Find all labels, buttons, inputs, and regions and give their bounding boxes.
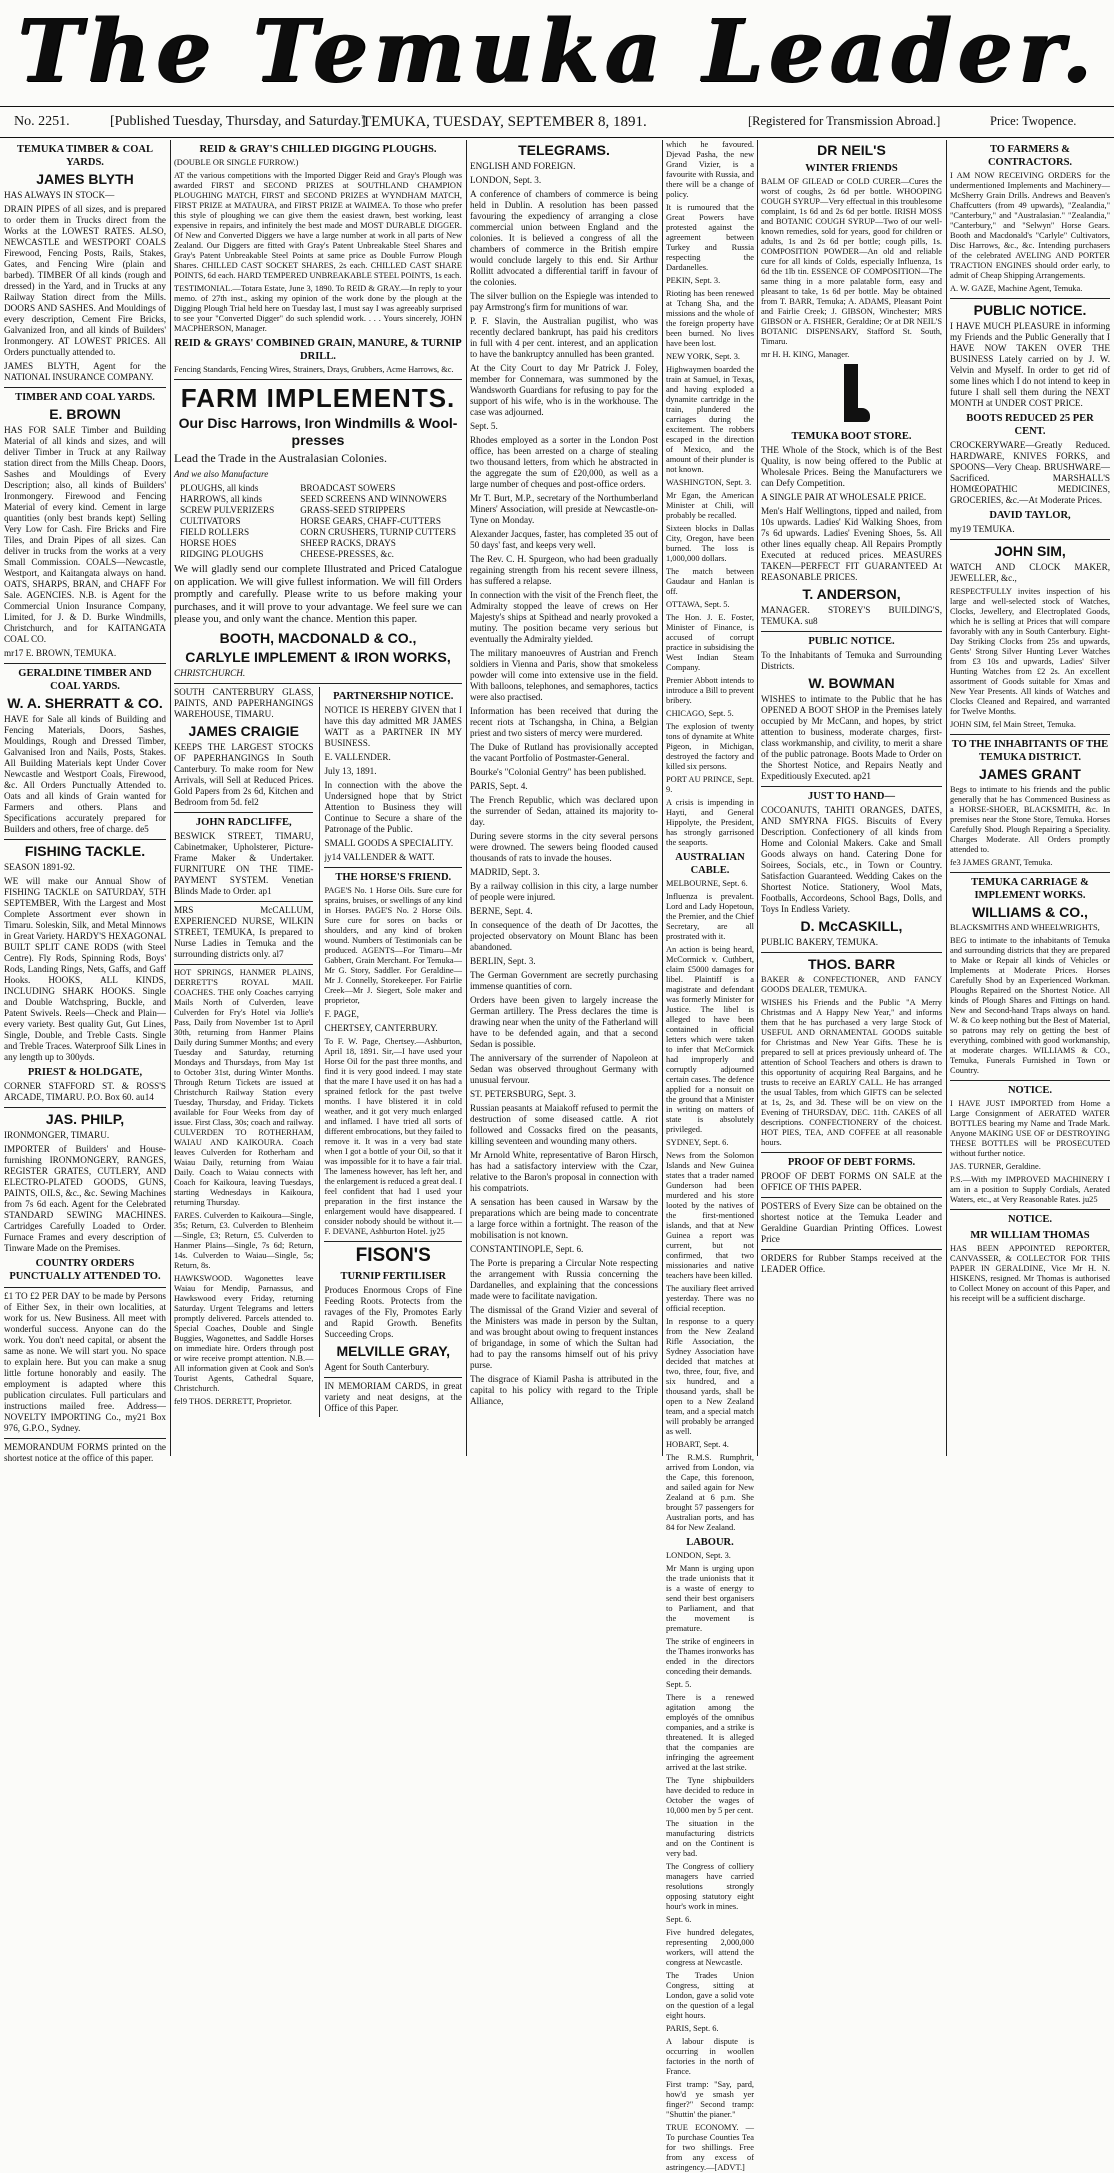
column-4 xyxy=(666,140,754,2172)
column-separator xyxy=(757,140,758,1456)
dateline-rule xyxy=(0,137,1114,138)
fisons-heading: FISON'S xyxy=(355,1244,431,1266)
divider xyxy=(761,952,942,953)
news-paragraph: The Porte is preparing a Circular Note respecting the arrangement with Russia concerning the Dardanelles, and explaining that the concessions made were to facilitate navigation. xyxy=(470,1258,658,1301)
grant-name: JAMES GRANT xyxy=(979,766,1081,782)
column-separator xyxy=(466,140,467,1456)
booth-subheading: CARLYLE IMPLEMENT & IRON WORKS, xyxy=(185,648,451,665)
news-paragraph: A labour dispute is occurring in woollen factories in the north of France. xyxy=(666,2037,754,2076)
dateline xyxy=(0,110,1114,136)
boot-icon xyxy=(836,364,868,426)
farm-item: SEED SCREENS AND WINNOWERS xyxy=(300,494,447,504)
dateline-place: LONDON, Sept. 3. xyxy=(666,1551,731,1560)
labour-heading: LABOUR. xyxy=(686,1537,734,1548)
sim-subheading: WATCH AND CLOCK MAKER, JEWELLER, &c., xyxy=(950,562,1110,583)
news-paragraph: The strike of engineers in the Thames ironworks has ended in the directors conceding their demands. xyxy=(666,1637,754,1676)
reid-subheading: (DOUBLE OR SINGLE FURROW.) xyxy=(174,158,299,167)
fishing-heading: FISHING TACKLE. xyxy=(24,843,146,859)
memorandum-body: MEMORANDUM FORMS printed on the shortest notice at the office of this paper. xyxy=(4,1442,166,1463)
dateline-place: PORT AU PRINCE, Sept. 9. xyxy=(666,775,754,794)
divider xyxy=(174,379,462,380)
brown-name: E. BROWN xyxy=(49,406,121,422)
divider xyxy=(4,663,166,664)
farm-item: HORSE GEARS, CHAFF-CUTTERS xyxy=(300,516,441,526)
dateline-place: Sept. 6. xyxy=(666,1915,692,1924)
notice-body: I HAVE JUST IMPORTED from Home a Large Consignment of AERATED WATER BOTTLES bearing my Name and Trade Mark. Anyone MAKING USE OF or DESTROYING THESE BOTTLES will be PROSECUTED without further notice. xyxy=(950,1099,1110,1158)
dateline-place: ST. PETERSBURG, Sept. 3. xyxy=(470,1089,576,1099)
farm-lead: Lead the Trade in the Australasian Colonies. xyxy=(174,451,387,465)
anderson-heading: T. ANDERSON, xyxy=(802,586,901,602)
column-2-lower xyxy=(174,687,462,1417)
just-to-hand-heading: JUST TO HAND— xyxy=(808,791,895,802)
farm-also: And we also Manufacture xyxy=(174,469,269,479)
column-6 xyxy=(950,140,1110,1456)
news-paragraph: The anniversary of the surrender of Napoleon at Sedan was observed throughout Germany with unusual fervour. xyxy=(470,1053,658,1085)
news-paragraph: The Hon. J. E. Foster, Minister of Finance, is accused of corrupt practice in subsidising the West Indian Steam Company. xyxy=(666,613,754,672)
true-economy-note: TRUE ECONOMY. — To purchase Counties Tea for two shillings. Free from any excess of astringency.—[ADVT.] xyxy=(666,2123,754,2172)
news-paragraph: The Duke of Rutland has provisionally accepted the vacant Portfolio of Postmaster-General. xyxy=(470,742,658,763)
divider xyxy=(4,1438,166,1439)
news-paragraph: Five hundred delegates, representing 2,000,000 workers, will attend the congress at Newcastle. xyxy=(666,1928,754,1967)
divider xyxy=(761,1249,942,1250)
public-notice-body: I HAVE MUCH PLEASURE in informing my Friends and the Public Generally that I HAVE NOW TAKEN OVER THE BUSINESS Lately carried on by J. W. Velvin and Myself. In order to get rid of some lines which I do not intend to keep in future I shall sell them during the NEXT MONTH at UNDER COST PRICE. xyxy=(950,321,1110,408)
dateline-place: MELBOURNE, Sept. 6. xyxy=(666,879,748,888)
notice-postscript: P.S.—With my IMPROVED MACHINERY I am in a position to Supply Cordials, Aerated Waters, etc., at Very Reasonable Rates. ju25 xyxy=(950,1175,1110,1204)
partnership-more: In connection with the above the Undersigned hope that by Strict Attention to Business they will Continue to Secure a share of the Patronage of the Public. xyxy=(324,779,462,834)
sim-body: RESPECTFULLY invites inspection of his large and well-selected stock of Watches, Clocks, Jewellery, and Electroplated Goods, which he is selling at Prices that will compare favorably with any in South Canterbury. Eight-Day Striking Clocks from 25s and upwards, Gents' Strong Silver Hunting Lever Watches from £3 10s and upwards, Ladies' Silver Hunting Watches from £2 2s. An excellent assortment of Goods suitable for Xmas and New Year Presents. All kinds of Watches and Clocks Cleaned and Repaired, and warranted for Twelve Months. xyxy=(950,587,1110,716)
news-paragraph: Orders have been given to largely increase the German artillery. The Press declares the time is drawing near when the unity of the Fatherland will have to be defended again, and that a second Sedan is possible. xyxy=(470,995,658,1049)
news-paragraph: Mr T. Burt, M.P., secretary of the Northumberland Miners' Association, will preside at Newcastle-on-Tyne on Monday. xyxy=(470,493,658,525)
williams-body: BEG to intimate to the inhabitants of Temuka and surrounding districts that they are prepared to Make or Repair all kinds of Vehicles or Implements at Moderate Prices. Horses Carefully Shod by an Experienced Workman. Ploughs Repaired on the Shortest Notice. All kinds of Plough Shares and Fittings on hand. New and Second-hand Traps always on hand. W. & Co keep nothing but the Best of Material, so patrons may rely on getting the best of everything, combined with good workmanship, at moderate charges. WILLIAMS & CO., Temuka, Funerals Furnished in Town or Country. xyxy=(950,936,1110,1075)
news-paragraph: At the City Court to day Mr Patrick J. Foley, member for Connemara, was summoned by the Wandsworth Guardians for refusing to pay for the support of his wife, who is in the workhouse. The case was adjourned. xyxy=(470,363,658,417)
page-testimonial: To F. W. Page, Chertsey.—Ashburton, April 18, 1891. Sir,—I have used your Horse Oil for the past three months, and find it is very good indeed. I may state that the mare I have used it on has had a sprained fetlock for the past twelve months. I have blistered it in cold weather, and it got very much enlarged and inflamed. I have tried all sorts of different embrocations, but they failed to remove it. It was in a very bad state when I got a bottle of your Oil, so that it was impossible for it to have a fair trial. The lameness however, has left her, and the enlargement is reduced a great deal. I feel confident that had I used your preparation in the first instance the enlargement would have disappeared. I consider nobody should be without it.—F. DEVANE, Ashburton Hotel. jy25 xyxy=(324,1036,462,1236)
radcliffe-heading: JOHN RADCLIFFE, xyxy=(195,816,292,828)
news-paragraph: By a railway collision in this city, a large number of people were injured. xyxy=(470,881,658,902)
column-1 xyxy=(4,140,166,1463)
boot-store-single-pair: A SINGLE PAIR AT WHOLESALE PRICE. xyxy=(761,492,927,502)
divider xyxy=(761,631,942,632)
divider xyxy=(761,786,942,787)
grant-signature: fe3 JAMES GRANT, Temuka. xyxy=(950,858,1053,867)
brown-heading: TIMBER AND COAL YARDS. xyxy=(15,392,155,403)
tramp-joke: First tramp: "Say, pard, how'd ye smash yer finger?" Second tramp: "Shuttin' the pianer." xyxy=(666,2080,754,2119)
gaze-signature: A. W. GAZE, Machine Agent, Temuka. xyxy=(950,284,1083,293)
news-paragraph: Premier Abbott intends to introduce a Bill to prevent bribery. xyxy=(666,676,754,705)
news-paragraph: News from the Solomon Islands and New Guinea states that a trader named Gunderson had been murdered and his store looted by the natives of the first-mentioned islands, and that at New Guinea a report was current, but not confirmed, that two missionaries and native teachers have been killed. xyxy=(666,1151,754,1280)
masthead-rule xyxy=(0,106,1114,107)
dateline-place: PARIS, Sept. 6. xyxy=(666,2024,719,2033)
column-3 xyxy=(470,140,658,1456)
partnership-date: July 13, 1891. xyxy=(324,765,377,776)
divider xyxy=(4,387,166,388)
news-paragraph: During severe storms in the city several persons were drowned. The sewers being flooded caused thousands of rats to invade the houses. xyxy=(470,831,658,863)
dateline-place: HOBART, Sept. 4. xyxy=(666,1440,729,1449)
posters-body: POSTERS of Every Size can be obtained on the shortest notice at the Temuka Leader and Geraldine Guardian Printing Offices. Lowest Price xyxy=(761,1201,942,1244)
sherratt-body: HAVE for Sale all kinds of Building and Fencing Materials, Doors, Sashes, Mouldings, Rough and Dressed Timber, Galvanised Iron and Nails, Posts, Stakes. All Building Materials kept Under Cover Newcastle and Westport Coals, Firewood, &c. All Orders Punctually Attended to. Oats and all kinds of Grain wanted for Farmers and others. Plans and Specifications accurately prepared for Builders and others, free of charge. de5 xyxy=(4,714,166,834)
derrett-signature: fel9 THOS. DERRETT, Proprietor. xyxy=(174,1396,292,1406)
barr-heading: THOS. BARR xyxy=(807,956,896,972)
reid-body: AT the various competitions with the Imported Digger Reid and Gray's Plough was awarded FIRST and SECOND PRIZES at SOUTHLAND CHAMPION PLOUGHING MATCH, FIRST and SECOND PRIZES at WYNDHAM MATCH, FIRST PRIZE at MATAURA, and FIRST PRIZE at WAIMEA. To those who prefer this style of ploughing we can give them the easiest drawn, best working, least expensive in repairs, and infinitely the best made and MOST DURABLE DIGGER. Of New and Converted Diggers we have a large number at work in all parts of New Zealand. Our Diggers are fitted with Gray's Patent Unbreakable Steel Shares and Gray's Patent Unbreakable Steel Points at same price as Double Furrow Plough Shares. CHILLED CAST SOCKET SHARES, 2s each. CHILLED CAST SHARE POINTS, 6d each. HARD TEMPERED UNBREAKABLE STEEL POINTS, 1s each. xyxy=(174,171,462,280)
boot-store-heading: TEMUKA BOOT STORE. xyxy=(791,431,912,442)
news-paragraph: P. F. Slavin, the Australian pugilist, who was recently declared bankrupt, has paid his creditors in full with 4 per cent. interest, and an application to have the bankruptcy annulled has been granted. xyxy=(470,316,658,359)
proof-of-debt-heading: PROOF OF DEBT FORMS. xyxy=(787,1157,916,1168)
price: Price: Twopence. xyxy=(990,114,1077,128)
mccallum-body: MRS McCALLUM, EXPERIENCED NURSE, WILKIN STREET, TEMUKA, Is prepared to Nurse Ladies in Temuka and the surrounding districts only. al7 xyxy=(174,904,314,959)
williams-heading: WILLIAMS & CO., xyxy=(972,904,1088,920)
news-paragraph: The R.M.S. Rumphrit, arrived from London, via the Cape, this forenoon, and sailed again for New Zealand at 6 p.m. She brought 57 passengers for Australian ports, and has 84 for New Zealand. xyxy=(666,1453,754,1532)
philp-heading: JAS. PHILP, xyxy=(45,1111,125,1127)
divider xyxy=(174,901,313,902)
farm-item: FIELD ROLLERS xyxy=(180,527,250,537)
just-to-hand-body: COCOANUTS, TAHITI ORANGES, DATES, AND SMYRNA FIGS. Biscuits of Every Description. Confectionery of all kinds from Home and Colonial Makers. Cake and Small Goods always on hand. Catering Done for Soirees, Socials, etc., in Town or Country. Satisfaction Guaranteed. Wedding Cakes on the Shortest Notice. Stationery, Wool Mats, Footballs, Accordeons, School Bags, Dolls, and Toys In Endless Variety. xyxy=(761,805,942,914)
public-notice-subheading: To the Inhabitants of Temuka and Surrounding Districts. xyxy=(761,650,942,671)
registered-note: [Registered for Transmission Abroad.] xyxy=(748,114,941,128)
public-notice-heading: PUBLIC NOTICE. xyxy=(808,636,895,647)
news-paragraph: Highwaymen boarded the train at Samuel, in Texas, and having exploded a dynamite cartridge in the train, plundered the carriages during the excitement. The robbers escaped in the direction of Mexico, and the amount of their plunder is not known. xyxy=(666,365,754,474)
news-paragraph: Mr Arnold White, representative of Baron Hirsch, has had a satisfactory interview with the Czar, relative to the Baron's proposal in connection with his compatriots. xyxy=(470,1150,658,1193)
news-paragraph: Russian peasants at Maiakoff refused to permit the destruction of some diseased cattle. A riot followed and Cossacks fired on the peasants, killing seventeen and wounding many others. xyxy=(470,1103,658,1146)
column-separator xyxy=(662,140,663,1456)
philp-subheading: IRONMONGER, TIMARU. xyxy=(4,1130,110,1140)
notice-heading: NOTICE. xyxy=(1007,1214,1053,1225)
dateline-place: BERLIN, Sept. 3. xyxy=(470,956,536,966)
divider xyxy=(174,964,313,965)
reid-footer-items: Fencing Standards, Fencing Wires, Strainers, Drays, Grubbers, Acme Harrows, &c. xyxy=(174,365,454,374)
news-paragraph: In consequence of the death of Dr Jacottes, the projected observatory on Mount Blanc has been abandoned. xyxy=(470,920,658,952)
brown-body: HAS FOR SALE Timber and Building Material of all kinds and sizes, and will deliver Timber in Truck at any Railway station direct from the Mills Cheap. Doors, Sashes and Mouldings of Every Description; also, all kinds of Builders' Ironmongery. Firewood and Fencing Material of every kind. Cement in large quantities (only best brands kept) Selling Very Low for Cash. Fire Bricks and Fire Tiles, and Drain Pipes of all sizes. Can deliver in trucks from the works at a very Small Commission. COALS—Newcastle, Westport, and Kaitangata always on hand. OATS, SHARPS, BRAN, and CHAFF For Sale. AGENCIES. N.B. is Agent for the Commercial Union Insurance Company, Limited, for J. & D. Burke Windmills, Christchurch, and for KAITANGATA COAL CO. xyxy=(4,425,166,644)
dateline-place: NEW YORK, Sept. 3. xyxy=(666,352,740,361)
farm-list-left xyxy=(180,483,274,560)
column-separator xyxy=(170,140,171,1456)
thomas-body: HAS BEEN APPOINTED REPORTER, CANVASSER, & COLLECTOR FOR THIS PAPER IN GERALDINE, Vice Mr H. N. HISKENS, resigned. Mr Thomas is authorised to Collect Money on account of this Paper, and his receipt will be a sufficient discharge. xyxy=(950,1244,1110,1303)
divider xyxy=(950,1080,1110,1081)
column-2b xyxy=(319,687,462,1417)
in-memoriam-body: IN MEMORIAM CARDS, in great variety and neat designs, at the Office of this Paper. xyxy=(324,1380,462,1413)
farm-implements-subheading: Our Disc Harrows, Iron Windmills & Wool-presses xyxy=(178,415,458,448)
melville-gray-heading: MELVILLE GRAY, xyxy=(336,1342,451,1359)
blyth-name: JAMES BLYTH xyxy=(36,171,134,187)
partnership-body: NOTICE IS HEREBY GIVEN that I have this day admitted MR JAMES WATT as a PARTNER IN MY BUSINESS. xyxy=(324,704,462,748)
fishing-season: SEASON 1891-92. xyxy=(4,862,75,872)
craigie-body: KEEPS THE LARGEST STOCKS OF PAPERHANGINGS In South Canterbury. To make room for New Arrivals, will Sell at Reduced Prices. Gold Papers from 2s 6d, Kitchen and Bedroom from 5d. fel2 xyxy=(174,741,314,807)
farm-item: SCREW PULVERIZERS xyxy=(180,505,275,515)
horses-friend-heading: THE HORSE'S FRIEND. xyxy=(335,871,452,883)
divider xyxy=(950,734,1110,735)
reid-footer: REID & GRAYS' COMBINED GRAIN, MANURE, & TURNIP DRILL. xyxy=(174,338,462,362)
news-paragraph: It is rumoured that the Great Powers have protested against the agreement between Turkey and Russia respecting the Dardanelles. xyxy=(666,203,754,272)
column-2a xyxy=(174,687,313,1417)
fisons-body: Produces Enormous Crops of Fine Feeding Roots. Protects from the ravages of the Fly, Promotes Early and Rapid Growth. Benefits Succeeding Crops. xyxy=(324,1284,462,1339)
farm-item: CORN CRUSHERS, TURNIP CUTTERS xyxy=(300,527,456,537)
newspaper-title: The Temuka Leader. xyxy=(17,1,1097,102)
page-town: CHERTSEY, CANTERBURY. xyxy=(324,1022,438,1033)
divider xyxy=(324,1377,462,1378)
hot-springs-body: HOT SPRINGS, HANMER PLAINS, DERRETT'S ROYAL MAIL COACHES. THE only Coaches carrying Mails North of Culverden, leave Culverden for Fry's Hotel via Jollie's Pass, Daily from November 1st to April 30th, returning from Hanmer Plains Daily during Summer Months; and every Tuesday and Saturday, returning Mondays and Thursdays, from May 1st to October 31st, during Winter Months. Through Return Tickets are issued at Christchurch Railway Station every Tuesday, Thursday, and Friday. Tickets available for Four Weeks from day of issue. First Class, 30s; coach and railway. CULVERDEN TO ROTHERHAM, WAIAU AND KAIKOURA. Coach leaves Culverden for Rotherham and Waiau Daily, returning from Waiau Daily. Coach to Waiau connects with Coach for Kaikoura, leaving Tuesdays, starting Wednesdays in Kaikoura, returning Thursday. xyxy=(174,967,314,1207)
hawkswood-body: HAWKSWOOD. Wagonettes leave Waiau for Mendip, Parnassus, and Hawkswood every Friday, returning Saturday. Urgent Telegrams and letters promptly delivered. Parcels attended to. Special Coaches, Double and Single Buggies, Wagonettes, and Saddle Horses on immediate hire. Orders through post or wire receive prompt attention. N.B.—All information given at Cook and Son's Tourist Agents, Cathedral Square, Christchurch. xyxy=(174,1273,314,1393)
news-paragraph: The disgrace of Kiamil Pasha is attributed in the capital to his policy with regard to the Triple Alliance, xyxy=(470,1374,658,1406)
geraldine-heading: GERALDINE TIMBER AND COAL YARDS. xyxy=(18,668,152,692)
farm-item: HARROWS, all kinds xyxy=(180,494,262,504)
dateline-place: SYDNEY, Sept. 6. xyxy=(666,1138,729,1147)
news-paragraph: The German Government are secretly purchasing immense quantities of corn. xyxy=(470,970,658,991)
barr-body: WISHES his Friends and the Public "A Merry Christmas and A Happy New Year," and informs them that he has purchased a very large Stock of USEFUL AND ORNAMENTAL GOODS suitable for Christmas and New Year Gifts. These he is prepared to sell at prices previously unheard of. The attention of School Teachers and others is drawn to this opportunity of acquiring Real Bargains, and he trusts to receive an EARLY CALL. He has arranged the usual Tables, from which GIFTS can be selected at 1s, 2s, and 3d. These will be on view on the Evening of THURSDAY, DEC. 11th. CAKES of all descriptions. CONFECTIONERY of the choicest. HOT PIES, TEA, AND COFFEE at all reasonable hours. xyxy=(761,998,942,1147)
news-paragraph: The Tyne shipbuilders have decided to reduce in October the wages of 10,000 men by 5 per cent. xyxy=(666,1776,754,1815)
williams-subheading: BLACKSMITHS AND WHEELWRIGHTS, xyxy=(950,923,1100,932)
winter-friends-heading: WINTER FRIENDS xyxy=(805,163,898,174)
dateline-place: Sept. 5. xyxy=(666,1680,692,1689)
radcliffe-body: BESWICK STREET, TIMARU, Cabinetmaker, Upholsterer, Picture-Frame Maker & Undertaker. FURNITURE ON THE TIME-PAYMENT SYSTEM. Venetian Blinds Made to Order. ap1 xyxy=(174,830,314,896)
reid-testimonial: TESTIMONIAL.—Totara Estate, June 3, 1890. To REID & GRAY.—In reply to your memo. of 27th inst., asking my opinion of the work done by the plough at the Digging Plough Trial held here on Tuesday last, I must say I was agreeably surprised to see your "Converted Digger" do such splendid work. . . . Yours sincerely, JOHN MACPHERSON, Manager. xyxy=(174,284,462,333)
news-paragraph: The French Republic, which was declared upon the surrender of Sedan, attained its majority to-day. xyxy=(470,795,658,827)
divider xyxy=(4,1287,166,1288)
news-paragraph: Alexander Jacques, faster, has completed 35 out of 50 days' fast, and keeps very well. xyxy=(470,529,658,550)
column-5 xyxy=(761,140,942,1456)
sherratt-heading: W. A. SHERRATT & CO. xyxy=(7,695,163,711)
sim-signature: JOHN SIM, fel Main Street, Temuka. xyxy=(950,720,1076,729)
bowman-heading: W. BOWMAN xyxy=(808,675,895,691)
boot-store-items: Men's Half Wellingtons, tipped and nailed, from 10s upwards. Ladies' Kid Walking Shoes, from 7s 6d upwards. Ladies' Evening Shoes, 5s. All other lines equally cheap. All Repairs Promptly Executed at reduced prices. MEASURES TAKEN—PERFECT FIT GUARANTEED At REASONABLE PRICES. xyxy=(761,506,942,582)
vallender-watt: jy14 VALLENDER & WATT. xyxy=(324,851,435,862)
divider xyxy=(4,1107,166,1108)
reid-heading: REID & GRAY'S CHILLED DIGGING PLOUGHS. xyxy=(199,144,437,155)
page-name: F. PAGE, xyxy=(324,1008,359,1019)
dateline-place: CHICAGO, Sept. 5. xyxy=(666,709,734,718)
divider xyxy=(4,839,166,840)
boots-reduced-heading: BOOTS REDUCED 25 PER CENT. xyxy=(966,413,1094,437)
place-date: TEMUKA, TUESDAY, SEPTEMBER 8, 1891. xyxy=(362,114,647,130)
farm-body: We will gladly send our complete Illustrated and Priced Catalogue on application. We will give fullest information. We will fill Orders promptly and carefully. Please write to us before making your purchases, and it will prove to your advantage. We feel sure we can please you, and only want the chance. Mention this paper. xyxy=(174,564,462,625)
news-paragraph: Bourke's "Colonial Gentry" has been published. xyxy=(470,767,647,777)
farm-item: PLOUGHS, all kinds xyxy=(180,483,259,493)
pounds-body: £1 TO £2 PER DAY to be made by Persons of Either Sex, in their own localities, at work for us. New Business. All meet with wonderful success. Anyone can do the work. You don't need capital, or absent the same as none. We will start you. No space to explain here. But you can make a snug little fortune honorably and easily. The employment is adapted where this publication circulates. Full particulars and instructions mailed free. Address—NOVELTY IMPORTING Co., my21 Box 976, G.P.O., Sydney. xyxy=(4,1291,166,1433)
news-paragraph: Information has been received that during the recent riots at Tschangsha, in China, a Belgian priest and two sisters of mercy were murdered. xyxy=(470,706,658,738)
partnership-heading: PARTNERSHIP NOTICE. xyxy=(333,690,454,702)
news-paragraph: Mr Egan, the American Minister at Chili, will probably be recalled. xyxy=(666,491,754,520)
craigie-heading: JAMES CRAIGIE xyxy=(188,722,299,739)
issue-number: No. 2251. xyxy=(14,114,70,129)
farm-product-lists xyxy=(180,483,456,560)
farm-item: SHEEP RACKS, DRAYS xyxy=(300,538,396,548)
news-paragraph: Rioting has been renewed at Tchang Sha, and the missions and the whole of the foreign property have been burned. No lives have been lost. xyxy=(666,289,754,348)
divider xyxy=(950,539,1110,540)
farmers-contractors-body: I AM NOW RECEIVING ORDERS for the undermentioned Implements and Machinery— McSherry Grain Drills. Andrews and Beaven's Chaffcutters (from 49 upwards), "Zealandia," "Canterbury," and "Australasian." "Zealandia," "Canterbury," and "Selwyn" Horse Gears. Booth and Macdonald's "Carlyle" Cultivators, Disc Harrows, &c., &c. Intending purchasers of the celebrated AVELING AND PORTER TRACTION ENGINES should order early, to admit of Cheap Shipping Arrangements. xyxy=(950,171,1110,280)
divider xyxy=(950,1209,1110,1210)
column-2 xyxy=(174,140,462,1456)
barr-subheading: BAKER & CONFECTIONER, AND FANCY GOODS DEALER, TEMUKA. xyxy=(761,975,942,994)
dr-neils-body: BALM OF GILEAD or COLD CURER—Cures the worst of coughs, 2s 6d per bottle. WHOOPING COUGH SYRUP—Very effectual in this troublesome complaint, 1s 6d and 2s 6d per bottle. IRISH MOSS and BOTANIC COUGH SYRUP—Two of our well-known remedies, sold for years, good for children or adults, 1s and 2s 6d per bottle; cough pills, 1s. COMPOSITION POWDER—An old and reliable cure for all kinds of Colds, especially Influenza, 1s 6d the 1lb tin. ESSENCE OF COMPOSITION—The same thing in a more palatable form, easy and pleasant to take, 1s 6d per bottle. May be obtained from T. BARR, Temuka; A. ADAMS, Pleasant Point and Fairlie Creek; J. GIBSON, Winchester; MRS GIBSON or A. FISHER, Geraldine; Or at DR NEIL'S BOTANIC DISPENSARY, Stafford St. South, Timaru. xyxy=(761,177,942,346)
divider xyxy=(761,1152,942,1153)
dateline-place: PEKIN, Sept. 3. xyxy=(666,276,721,285)
news-paragraph: The Rev. C. H. Spurgeon, who had been gradually regaining strength from his recent severe illness, has suffered a relapse. xyxy=(470,554,658,586)
news-paragraph: Rhodes employed as a sorter in the London Post office, has been arrested on a charge of stealing two thousand letters, from which he abstracted in the aggregate the sum of £20,000, as well as a large number of cheques and post-office orders. xyxy=(470,435,658,489)
dateline-place: Sept. 5. xyxy=(470,421,498,431)
dr-neils-heading: DR NEIL'S xyxy=(817,142,886,158)
farm-item: HORSE HOES xyxy=(180,538,237,548)
carriage-works-heading: TEMUKA CARRIAGE & IMPLEMENT WORKS. xyxy=(971,877,1089,901)
farm-item: GRASS-SEED STRIPPERS xyxy=(300,505,406,515)
priest-heading: PRIEST & HOLDGATE, xyxy=(27,1067,143,1078)
news-paragraph: The Congress of colliery managers have carried resolutions strongly opposing statutory eight hour's work in mines. xyxy=(666,1862,754,1911)
australian-cable-heading: AUSTRALIAN CABLE. xyxy=(675,852,745,876)
anderson-subheading: MANAGER. STOREY'S BUILDING'S, TEMUKA. su8 xyxy=(761,605,942,626)
column-separator xyxy=(946,140,947,1456)
small-goods: SMALL GOODS A SPECIALITY. xyxy=(324,837,454,848)
fishing-body: WE will make our Annual Show of FISHING TACKLE on SATURDAY, 5TH SEPTEMBER, With the Largest and Most Complete Assortment ever shown in Timaru. Soleskin, Silk, and Metal Minnows in Great Variety. HARDY'S HEXAGONAL BUILT SPLIT CANE RODS (with Steel Centre). Fly Rods, Spinning Rods, Boys' Rods, Landing Rings, Nets, Gaffs, and Gaff Hooks. HOOKS, ALL KINDS, INCLUDING SHARK HOOKS. Single and Double Watchspring, Buckle, and Patent Swivels. Reels—Check and Plain—every variety. Best quality Gut, Gut Lines, Single, Double, and Treble Casts. Single and Treble Traces. Waterproof Silk Lines in any length up to 300yds. xyxy=(4,876,166,1062)
proof-of-debt-body: PROOF OF DEBT FORMS ON SALE at the OFFICE OF THIS PAPER. xyxy=(761,1171,942,1192)
bowman-body: WISHES to intimate to the Public that he has OPENED A BOOT SHOP in the Premises lately occupied by Mr McCann, and hopes, by strict attention to business, moderate charges, first-class workmanship, and civility, to merit a share of the public patronage. Boots Made to Order on the Shortest Notice, and Repairs Neatly and Expeditiously Executed. ap21 xyxy=(761,694,942,781)
news-paragraph: The Trades Union Congress, sitting at London, gave a solid vote on the question of a legal eight hours. xyxy=(666,1971,754,2020)
telegrams-subheading: ENGLISH AND FOREIGN. xyxy=(470,161,576,171)
news-paragraph: The match between Gaudaur and Hanlan is off. xyxy=(666,567,754,596)
boots-reduced-body: CROCKERYWARE—Greatly Reduced. HARDWARE, KNIVES FORKS, and SPOONS—Very Cheap. BRUSHWARE—Sacrificed. MARSHALL'S HOMŒOPATHIC MEDICINES, GROCERIES, &c.—At Moderate Prices. xyxy=(950,440,1110,505)
dateline-place: WASHINGTON, Sept. 3. xyxy=(666,478,752,487)
taylor-heading: DAVID TAYLOR, xyxy=(989,510,1071,521)
brown-signature: mr17 E. BROWN, TEMUKA. xyxy=(4,648,117,658)
sim-heading: JOHN SIM, xyxy=(994,543,1066,559)
news-paragraph: An action is being heard, McCormick v. Cuthbert, claim £5000 damages for libel. Plaintiff is a magistrate and defendant was formerly Minister for Justice. The libel is alleged to have been contained in official letters which were taken to infer that McCormick had improperly and corruptly adjourned certain cases. The defence applied for a nonsuit on the ground that a Minister in writing on matters of state is absolutely privileged. xyxy=(666,945,754,1134)
news-paragraph: The situation in the manufacturing districts and on the Continent is very bad. xyxy=(666,1819,754,1858)
blyth-heading: TEMUKA TIMBER & COAL YARDS. xyxy=(16,144,154,168)
mccaskill-heading: D. McCASKILL, xyxy=(800,918,903,934)
news-paragraph: A conference of chambers of commerce is being held in Dublin. A resolution has been passed favouring the expediency of arranging a close commercial union between England and the colonies. It is believed a congress of all the chambers of commerce in the British empire would conclude largely to this end. Sir Arthur Rollitt advocated a differential tariff in favour of the colonies. xyxy=(470,189,658,287)
dateline-place: CONSTANTINOPLE, Sept. 6. xyxy=(470,1244,584,1254)
farm-item: CULTIVATORS xyxy=(180,516,241,526)
farm-item: CHEESE-PRESSES, &c. xyxy=(300,549,394,559)
country-orders-heading: COUNTRY ORDERS PUNCTUALLY ATTENDED TO. xyxy=(9,1258,161,1282)
dateline-place: BERNE, Sept. 4. xyxy=(470,906,533,916)
blyth-body: DRAIN PIPES of all sizes, and is prepared to order them in Trucks direct from the Works at the LOWEST RATES. ALSO, NEWCASTLE and WESTPORT COALS Firewood, Fencing Posts, Rails, Stakes, Gates, and Fencing Wire (plain and barbed). TIMBER Of all kinds (rough and dressed) in the Yard, and in Trucks at any Railway Station direct from the Mills. DOORS AND SASHES. And Mouldings of every description, Cement Fire Bricks, Galvanized Iron, and all kinds of Builders' Ironmongery. AT LOWEST PRICES. All Orders punctually attended to. xyxy=(4,204,166,357)
blyth-signature: JAMES BLYTH, Agent for the NATIONAL INSURANCE COMPANY. xyxy=(4,361,166,382)
dateline-place: OTTAWA, Sept. 5. xyxy=(666,600,730,609)
orders-body: ORDERS for Rubber Stamps received at the LEADER Office. xyxy=(761,1253,942,1274)
partnership-signature: E. VALLENDER. xyxy=(324,751,391,762)
news-paragraph: In response to a query from the New Zealand Rifle Association, the Sydney Association have decided that matches at two, three, four, five, and six hundred, and a thousand yards, shall be open to a New Zealand team, and a special match will probably be arranged as well. xyxy=(666,1317,754,1436)
divider xyxy=(174,683,462,684)
melville-gray-subheading: Agent for South Canterbury. xyxy=(324,1361,430,1372)
turner-signature: JAS. TURNER, Geraldine. xyxy=(950,1162,1041,1171)
dateline-place: LONDON, Sept. 3. xyxy=(470,175,542,185)
booth-city: CHRISTCHURCH. xyxy=(174,667,246,678)
news-paragraph: Influenza is prevalent. Lord and Lady Hopetoun, the Premier, and the Chief Secretary, are all prostrated with it. xyxy=(666,892,754,941)
news-paragraph: The dismissal of the Grand Vizier and several of the Ministers was made in person by the Sultan, and was brought about owing to frequent instances of brigandage, in some of which the Sultan had had to pay the ransoms himself out of his privy purse. xyxy=(470,1305,658,1370)
news-paragraph: The military manoeuvres of Austrian and French soldiers in Vienna and Paris, show that smokeless powder will come into extensive use in the field. With balloons, telephones, and semaphores, tactics were also practised. xyxy=(470,648,658,702)
news-paragraph: A sensation has been caused in Warsaw by the preparations which are being made to concentrate a large force within a fortnight. The reason of the mobilisation is not known. xyxy=(470,1197,658,1240)
farm-implements-heading: FARM IMPLEMENTS. xyxy=(180,383,456,413)
dr-neils-signature: mr H. H. KING, Manager. xyxy=(761,350,850,359)
booth-heading: BOOTH, MACDONALD & CO., xyxy=(219,629,417,646)
divider xyxy=(324,867,462,868)
sc-glass-heading: SOUTH CANTERBURY GLASS, PAINTS, AND PAPERHANGINGS WAREHOUSE, TIMARU. xyxy=(174,686,314,719)
farmers-contractors-heading: TO FARMERS & CONTRACTORS. xyxy=(987,144,1073,168)
farm-item: BROADCAST SOWERS xyxy=(300,483,396,493)
telegrams-heading: TELEGRAMS. xyxy=(518,142,610,158)
news-paragraph: In connection with the visit of the French fleet, the Admiralty stopped the leave of crews on Her Majesty's ships at Spithead and nearly provoked a mutiny. The position became very serious but eventually the Admiralty yielded. xyxy=(470,590,658,644)
boot-store-body: THE Whole of the Stock, which is of the Best Quality, is now being offered to the Public at Wholesale Prices. Being the Manufacturers we can Defy Competition. xyxy=(761,445,942,488)
news-paragraph: A crisis is impending in Hayti, and General Hippolyte, the President, has strongly garrisoned the seaports. xyxy=(666,798,754,847)
divider xyxy=(761,1197,942,1198)
news-paragraph: The explosion of twenty tons of dynamite at White Pigeon, in Michigan, destroyed the factory and killed six persons. xyxy=(666,722,754,771)
farm-item: RIDGING PLOUGHS xyxy=(180,549,264,559)
divider xyxy=(950,872,1110,873)
news-paragraph: which he favoured. Djevad Pasha, the new Grand Vizier, is a favourite with Russia, and there will be a change of policy. xyxy=(666,140,754,199)
mccaskill-subheading: PUBLIC BAKERY, TEMUKA. xyxy=(761,937,879,947)
thomas-heading: MR WILLIAM THOMAS xyxy=(970,1230,1090,1241)
dateline-place: MADRID, Sept. 3. xyxy=(470,867,540,877)
farm-list-right xyxy=(300,483,456,560)
grant-heading: TO THE INHABITANTS OF THE TEMUKA DISTRICT. xyxy=(951,739,1109,763)
divider xyxy=(324,1241,462,1242)
news-paragraph: There is a renewed agitation among the employés of the omnibus companies, and a strike is threatened. It is alleged that the companies are infringing the agreement arrived at the last strike. xyxy=(666,1693,754,1772)
fisons-subheading: TURNIP FERTILISER xyxy=(340,1270,447,1282)
taylor-subheading: my19 TEMUKA. xyxy=(950,524,1015,534)
news-paragraph: The silver bullion on the Espiegle was intended to pay Armstrong's firm for munitions of war. xyxy=(470,291,658,312)
news-paragraph: Mr Mann is urging upon the trade unionists that it is a waste of energy to send their best organisers to Parliament, and that the movement is premature. xyxy=(666,1564,754,1633)
news-paragraph: The auxiliary fleet arrived yesterday. There was no official reception. xyxy=(666,1284,754,1313)
blyth-intro: HAS ALWAYS IN STOCK— xyxy=(4,190,115,200)
news-paragraph: Sixteen blocks in Dallas City, Oregon, have been burned. The loss is 1,000,000 dollars. xyxy=(666,524,754,563)
masthead xyxy=(0,0,1114,104)
divider xyxy=(950,298,1110,299)
public-notice-heading: PUBLIC NOTICE. xyxy=(973,302,1087,318)
publication-days: [Published Tuesday, Thursday, and Saturday.] xyxy=(110,114,366,129)
priest-body: CORNER STAFFORD ST. & ROSS'S ARCADE, TIMARU. P.O. Box 60. au14 xyxy=(4,1081,166,1102)
divider xyxy=(174,812,313,813)
dateline-place: PARIS, Sept. 4. xyxy=(470,781,528,791)
grant-body: Begs to intimate to his friends and the public generally that he has Commenced Business as a HORSE-SHOER, BLACKSMITH, &c. In premises near the Stone Store, Temuka. Horses Carefully Shod. Plough Repairing a Speciality. Charges Moderate. All Orders promptly attended to. xyxy=(950,785,1110,854)
horses-friend-body: PAGE'S No. 1 Horse Oils. Sure cure for sprains, bruises, or swellings of any kind in Horses. PAGE'S No. 2 Horse Oils. Sure cure for sores on backs or shoulders, and any kind of broken wound. Numbers of Testimonials can be produced. AGENTS—For Timaru—Mr Gabbert, Grain Merchant. For Temuka—Mr G. Story, Saddler. For Geraldine—Mr J. Connelly, Storekeeper. For Fairlie Creek—Mr J. Siegert, Sole maker and proprietor, xyxy=(324,885,462,1005)
philp-body: IMPORTER of Builders' and House-furnishing IRONMONGERY, RANGES, REGISTER GRATES, CUTLERY, AND ELECTRO-PLATED GOODS, GUNS, PAINTS, OILS, &c., &c. Sewing Machines from 7s 6d each. Agent for the Celebrated STANDARD SEWING MACHINES. Cartridges Carefully Loaded to Order. Furnace Frames and every description of Tinware Made on the Premises. xyxy=(4,1144,166,1253)
fares-body: FARES. Culverden to Kaikoura—Single, 35s; Return, £3. Culverden to Blenheim—Single, £3; Return, £5. Culverden to Hanmer Plains—Single, 7s 6d; Return, 14s. Culverden to Waiau—Single, 5s; Return, 8s. xyxy=(174,1210,314,1270)
notice-heading: NOTICE. xyxy=(1007,1085,1053,1096)
